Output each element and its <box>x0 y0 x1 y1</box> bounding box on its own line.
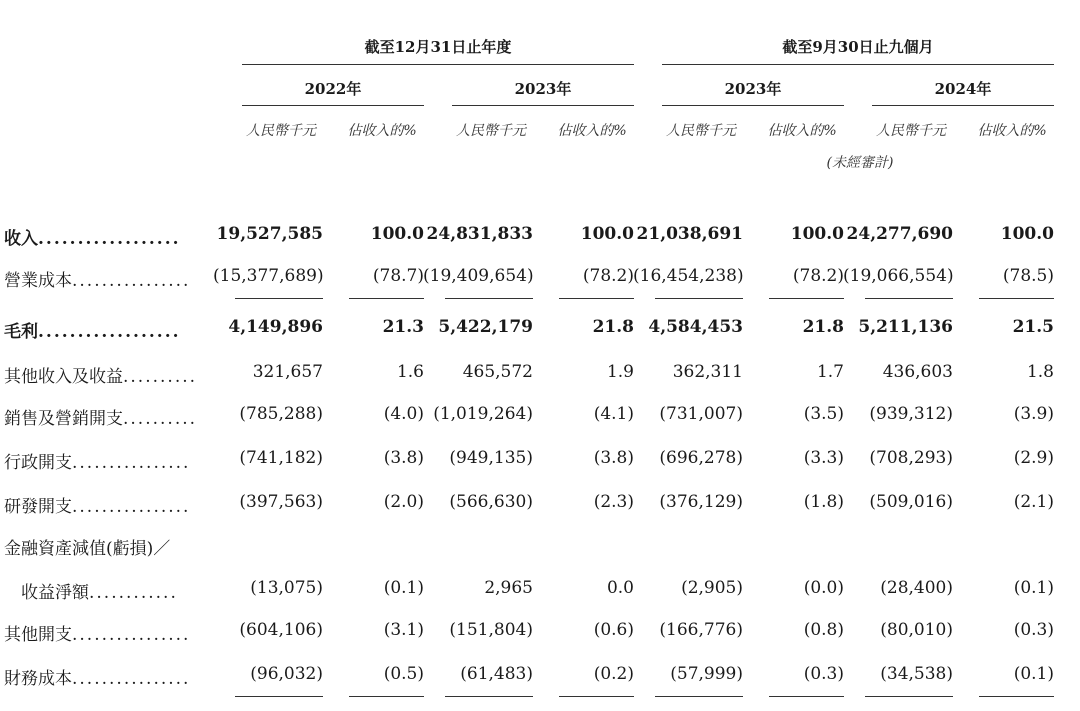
column-subheader-percent: 佔收入的% <box>347 123 417 139</box>
row-label-text: 其他開支 <box>4 625 72 645</box>
row-label <box>4 317 212 342</box>
subtotal-underline <box>865 696 953 697</box>
amount-cell: (80,010) <box>880 620 953 640</box>
percent-cell: (0.6) <box>593 620 634 640</box>
year-header-2022: 2022年 <box>304 80 362 98</box>
row-label-text: 行政開支 <box>4 453 72 473</box>
amount-cell: (19,066,554) <box>843 266 954 286</box>
column-subheader-percent: 佔收入的% <box>767 123 837 139</box>
amount-cell: 21,038,691 <box>636 224 743 244</box>
percent-cell: (2.9) <box>1013 448 1054 468</box>
amount-cell: (61,483) <box>460 664 533 684</box>
row-label <box>4 404 212 429</box>
percent-cell: (4.1) <box>593 404 634 424</box>
amount-cell: (731,007) <box>659 404 743 424</box>
row-label-leader-dots: ................ <box>72 453 191 473</box>
row-label-leader-dots: ................ <box>72 271 191 291</box>
amount-cell: 436,603 <box>882 362 953 382</box>
amount-cell: 24,831,833 <box>426 224 533 244</box>
percent-cell: 21.5 <box>1012 317 1054 337</box>
amount-cell: (708,293) <box>869 448 953 468</box>
amount-cell: 5,211,136 <box>858 317 953 337</box>
amount-cell: (785,288) <box>239 404 323 424</box>
amount-cell: (57,999) <box>670 664 743 684</box>
amount-cell: (741,182) <box>239 448 323 468</box>
row-label-leader-dots: ............ <box>89 583 178 603</box>
percent-cell: (4.0) <box>383 404 424 424</box>
row-label-text: 研發開支 <box>4 497 72 517</box>
subtotal-underline <box>349 298 424 299</box>
subtotal-underline <box>235 696 323 697</box>
row-label <box>4 448 212 473</box>
subtotal-underline <box>769 696 844 697</box>
subtotal-underline <box>445 696 533 697</box>
subtotal-underline <box>235 298 323 299</box>
amount-cell: (509,016) <box>869 492 953 512</box>
row-label-leader-dots: ................ <box>72 669 191 689</box>
amount-cell: 2,965 <box>484 578 533 598</box>
amount-cell: (604,106) <box>239 620 323 640</box>
amount-cell: 362,311 <box>672 362 743 382</box>
percent-cell: (0.3) <box>803 664 844 684</box>
amount-cell: (696,278) <box>659 448 743 468</box>
amount-cell: 19,527,585 <box>216 224 323 244</box>
column-subheader-rmb: 人民幣千元 <box>666 123 736 139</box>
row-label-text: 營業成本 <box>4 271 72 291</box>
percent-cell: (0.3) <box>1013 620 1054 640</box>
amount-cell: (13,075) <box>250 578 323 598</box>
percent-cell: (2.1) <box>1013 492 1054 512</box>
percent-cell: (0.1) <box>383 578 424 598</box>
percent-cell: 1.6 <box>396 362 424 382</box>
percent-cell: (3.8) <box>593 448 634 468</box>
amount-cell: 24,277,690 <box>846 224 953 244</box>
unaudited-note: (未經審計) <box>826 155 894 171</box>
row-label-text: 銷售及營銷開支 <box>4 409 123 429</box>
percent-cell: 100.0 <box>580 224 634 244</box>
subtotal-underline <box>445 298 533 299</box>
amount-cell: 321,657 <box>252 362 323 382</box>
amount-cell: (28,400) <box>880 578 953 598</box>
row-label-text: 毛利 <box>4 322 38 342</box>
row-label <box>4 578 212 603</box>
percent-cell: 21.8 <box>802 317 844 337</box>
amount-cell: (2,905) <box>681 578 743 598</box>
percent-cell: 21.8 <box>592 317 634 337</box>
year-header-2023-nine-months: 2023年 <box>724 80 782 98</box>
row-label-text: 財務成本 <box>4 669 72 689</box>
percent-cell: 1.8 <box>1026 362 1054 382</box>
row-label <box>4 664 212 689</box>
percent-cell: (1.8) <box>803 492 844 512</box>
percent-cell: 100.0 <box>370 224 424 244</box>
amount-cell: (15,377,689) <box>213 266 324 286</box>
column-subheader-rmb: 人民幣千元 <box>456 123 526 139</box>
percent-cell: (3.3) <box>803 448 844 468</box>
row-label-leader-dots: ................ <box>72 625 191 645</box>
year-header-underline <box>242 105 424 106</box>
percent-cell: 100.0 <box>790 224 844 244</box>
year-header-underline <box>662 105 844 106</box>
row-label-text: 收入 <box>4 229 38 249</box>
amount-cell: (949,135) <box>449 448 533 468</box>
amount-cell: (34,538) <box>880 664 953 684</box>
percent-cell: (0.1) <box>1013 578 1054 598</box>
period-header-underline <box>662 64 1054 65</box>
row-label <box>4 534 212 559</box>
amount-cell: 4,584,453 <box>648 317 743 337</box>
percent-cell: (0.0) <box>803 578 844 598</box>
row-label <box>4 492 212 517</box>
percent-cell: (3.9) <box>1013 404 1054 424</box>
percent-cell: (78.5) <box>1002 266 1054 286</box>
period-header-underline <box>242 64 634 65</box>
percent-cell: (0.5) <box>383 664 424 684</box>
row-label-leader-dots: .......... <box>123 367 198 387</box>
subtotal-underline <box>349 696 424 697</box>
percent-cell: (2.3) <box>593 492 634 512</box>
amount-cell: (566,630) <box>449 492 533 512</box>
row-label <box>4 362 212 387</box>
year-header-2024-nine-months: 2024年 <box>934 80 992 98</box>
amount-cell: (397,563) <box>239 492 323 512</box>
column-subheader-percent: 佔收入的% <box>557 123 627 139</box>
row-label-leader-dots: .......... <box>123 409 198 429</box>
subtotal-underline <box>655 696 743 697</box>
percent-cell: (78.2) <box>792 266 844 286</box>
row-label-text: 其他收入及收益 <box>4 367 123 387</box>
subtotal-underline <box>979 696 1054 697</box>
percent-cell: 100.0 <box>1000 224 1054 244</box>
amount-cell: (16,454,238) <box>633 266 744 286</box>
row-label-leader-dots: ................ <box>72 497 191 517</box>
subtotal-underline <box>865 298 953 299</box>
row-label-leader-dots: .................. <box>38 322 181 342</box>
amount-cell: 465,572 <box>462 362 533 382</box>
percent-cell: (0.1) <box>1013 664 1054 684</box>
percent-cell: 21.3 <box>382 317 424 337</box>
percent-cell: 0.0 <box>606 578 634 598</box>
percent-cell: (78.7) <box>372 266 424 286</box>
percent-cell: 1.7 <box>816 362 844 382</box>
amount-cell: (96,032) <box>250 664 323 684</box>
row-label-text: 金融資產減值(虧損)／ <box>4 539 171 559</box>
percent-cell: (2.0) <box>383 492 424 512</box>
percent-cell: (0.2) <box>593 664 634 684</box>
subtotal-underline <box>769 298 844 299</box>
subtotal-underline <box>559 298 634 299</box>
percent-cell: (3.5) <box>803 404 844 424</box>
row-label <box>4 224 212 249</box>
year-header-underline <box>452 105 634 106</box>
subtotal-underline <box>559 696 634 697</box>
amount-cell: 4,149,896 <box>228 317 323 337</box>
column-subheader-rmb: 人民幣千元 <box>246 123 316 139</box>
period-header-nine-months: 截至9月30日止九個月 <box>782 38 934 56</box>
column-subheader-percent: 佔收入的% <box>977 123 1047 139</box>
amount-cell: (19,409,654) <box>423 266 534 286</box>
amount-cell: (376,129) <box>659 492 743 512</box>
percent-cell: (3.8) <box>383 448 424 468</box>
percent-cell: (0.8) <box>803 620 844 640</box>
amount-cell: (1,019,264) <box>433 404 533 424</box>
amount-cell: (939,312) <box>869 404 953 424</box>
percent-cell: (78.2) <box>582 266 634 286</box>
year-header-2023: 2023年 <box>514 80 572 98</box>
subtotal-underline <box>979 298 1054 299</box>
amount-cell: (151,804) <box>449 620 533 640</box>
percent-cell: 1.9 <box>606 362 634 382</box>
row-label <box>4 266 212 291</box>
row-label <box>4 620 212 645</box>
amount-cell: 5,422,179 <box>438 317 533 337</box>
row-label-leader-dots: .................. <box>38 229 181 249</box>
percent-cell: (3.1) <box>383 620 424 640</box>
row-label-text: 收益淨額 <box>4 583 89 603</box>
amount-cell: (166,776) <box>659 620 743 640</box>
year-header-underline <box>872 105 1054 106</box>
period-header-fiscal-year: 截至12月31日止年度 <box>364 38 512 56</box>
subtotal-underline <box>655 298 743 299</box>
column-subheader-rmb: 人民幣千元 <box>876 123 946 139</box>
